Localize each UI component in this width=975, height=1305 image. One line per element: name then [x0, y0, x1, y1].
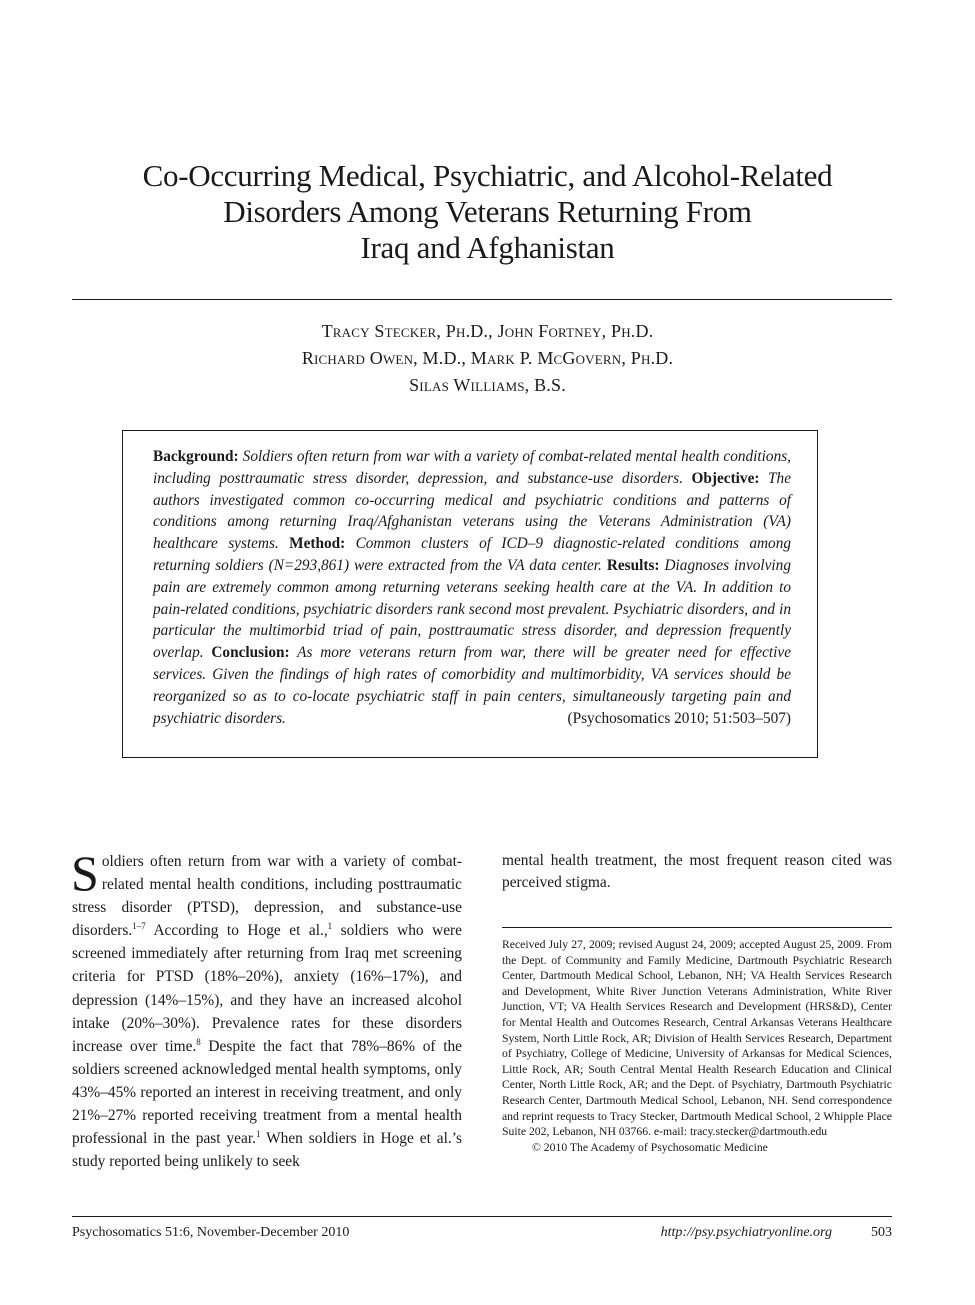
journal-url-link[interactable]: http://psy.psychiatryonline.org — [660, 1225, 832, 1240]
body-text: soldiers who were screened immediately after returning from Iraq met screening criteria for PTSD (18%–20%), anxiety (16%–17%), and depression (14%–15%), and they have an increased alcohol intake (20%–30%). Prevalence rates for these disorders increase over time. — [72, 922, 462, 1055]
page-number: 503 — [871, 1225, 892, 1240]
author-list — [60, 318, 915, 399]
footnote-text: Received July 27, 2009; revised August 24, 2009; accepted August 25, 2009. From the Dept. of Community and Family Medicine, Dartmouth Psychiatric Research Center, Dartmouth Medical School, Lebanon, NH; VA Health Services Research and Development, White River Junction Veterans Administration, White River Junction, VT; VA Health Services Research and Development (HRS&D), Center for Mental Health and Outcomes Research, Central Arkansas Veterans Healthcare System, North Little Rock, AR; Division of Health Services Research, Department of Psychiatry, College of Medicine, University of Arkansas for Medical Sciences, Little Rock, AR; South Central Mental Health Research Education and Clinical Center, North Little Rock, AR; and the Dept. of Psychiatry, Dartmouth Psychiatric Research Center, Dartmouth Medical School, Lebanon, NH. Send correspondence and reprint requests to Tracy Stecker, Dartmouth Medical School, 2 Whipple Place Suite 202, Lebanon, NH 03766. e-mail: tracy.stecker@dartmouth.edu — [502, 938, 892, 1139]
body-text: Despite the fact that 78%–86% of the soldiers screened acknowledged mental health symptoms, only 43%–45% reported an interest in receiving treatment, and only 21%–27% reported receiving treatment from a mental health professional in the past year. — [72, 1037, 463, 1148]
reference-superscript[interactable]: 1–7 — [132, 921, 146, 932]
body-text: mental health treatment, the most frequent reason cited was perceived stigma. — [502, 852, 892, 891]
reference-superscript[interactable]: 8 — [196, 1036, 201, 1047]
journal-citation: Psychosomatics 51:6, November-December 2010 — [72, 1225, 350, 1240]
abstract-conclusion-text: As more veterans return from war, there will be greater need for effective services. Given the findings of high rates of comorbidity and multimorbidity, VA services should be reorganized so as to co-locate psychiatric staff in pain centers, simultaneously targeting pain and psychiatric disorders. — [153, 644, 792, 727]
article-title — [60, 158, 915, 266]
abstract-conclusion-label: Conclusion: — [211, 644, 290, 662]
reference-superscript[interactable]: 1 — [255, 1129, 261, 1140]
article-footnote — [502, 937, 892, 1155]
abstract-background-text: Soldiers often return from war with a variety of combat-related mental health conditions, including posttraumatic stress disorder, depression, and substance-use disorders. — [153, 448, 791, 487]
title-line: Co-Occurring Medical, Psychiatric, and Alcohol-Related — [142, 158, 833, 193]
body-column-left — [71, 845, 463, 1173]
author-line: Richard Owen, M.D., Mark P. McGovern, Ph.D. — [301, 348, 674, 368]
reference-superscript[interactable]: 1 — [327, 921, 333, 932]
title-divider — [72, 299, 892, 300]
abstract-method-text: Common clusters of ICD–9 diagnostic-related conditions among returning soldiers (N=293,861) were extracted from the VA data center. — [153, 535, 792, 574]
body-text: According to Hoge et al., — [145, 922, 328, 940]
body-text: When soldiers in Hoge et al.’s study reported being unlikely to seek — [72, 1130, 462, 1171]
abstract-objective-text: The authors investigated common co-occurring medical and psychiatric conditions and patterns of conditions among returning Iraq/Afghanistan veterans using the Veterans Administration (VA) healthcare systems. — [153, 469, 791, 553]
title-line: Iraq and Afghanistan — [360, 230, 615, 265]
abstract-box — [122, 430, 818, 758]
abstract-objective-label: Objective: — [691, 469, 760, 487]
footer-divider — [72, 1216, 892, 1217]
abstract-background-label: Background: — [153, 448, 239, 465]
body-column-right — [502, 850, 892, 894]
drop-cap: S — [71, 845, 99, 901]
abstract-method-label: Method: — [289, 535, 346, 553]
title-line: Disorders Among Veterans Returning From — [223, 194, 752, 229]
author-line: Silas Williams, B.S. — [409, 375, 566, 395]
abstract-citation: (Psychosomatics 2010; 51:503–507) — [567, 709, 791, 727]
footnote-divider — [502, 927, 892, 928]
body-text: oldiers often return from war with a variety of combat-related mental health conditions, including posttraumatic stress disorder (PTSD), depression, and substance-use disorders. — [72, 853, 462, 940]
copyright-notice: © 2010 The Academy of Psychosomatic Medicine — [532, 1140, 768, 1154]
abstract-results-label: Results: — [606, 556, 660, 574]
abstract-results-text: Diagnoses involving pain are extremely common among returning veterans seeking health care at the VA. In addition to pain-related conditions, psychiatric disorders rank second most prevalent. Psychiatric disorders, and in particular the multimorbid triad of pain, posttraumatic stress disorder, and depression frequently overlap. — [153, 556, 791, 662]
author-line: Tracy Stecker, Ph.D., John Fortney, Ph.D. — [321, 321, 654, 341]
